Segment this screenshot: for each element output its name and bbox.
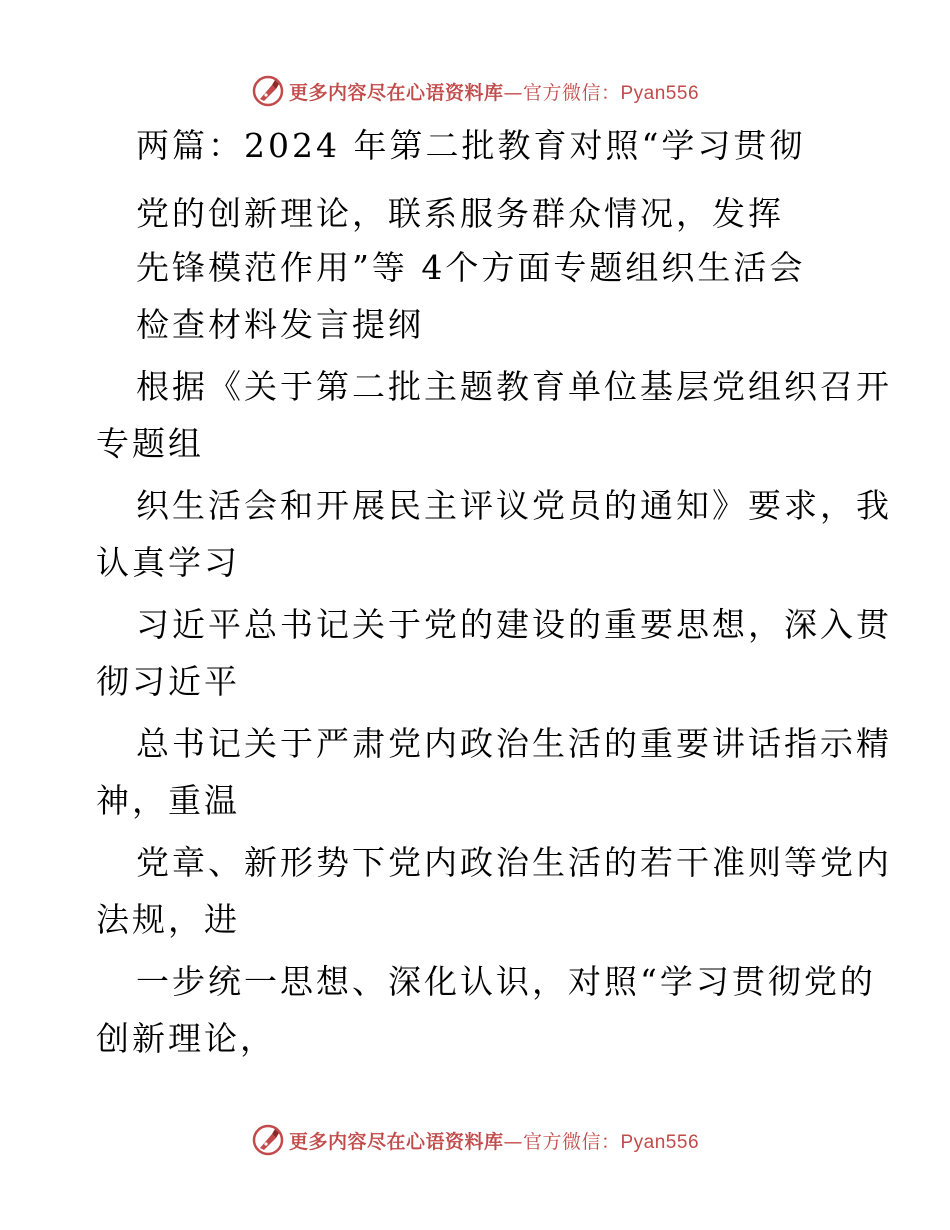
paragraph-line: 创新理论， [96,1019,276,1058]
title-line-1: 两篇：2024 年第二批教育对照“学习贯彻 [136,126,806,165]
paragraph [96,834,892,948]
document-body [96,123,892,1067]
paragraph-line: 认真学习 [96,543,240,582]
watermark-separator: — [503,1130,523,1153]
paragraph [96,715,892,829]
paragraph-line: 专题组 [96,424,204,463]
paragraph [96,596,892,710]
paragraph [96,477,892,591]
paragraph-line: 神，重温 [96,781,240,820]
watermark-separator: — [503,81,523,104]
pen-nib-logo-icon [251,74,285,108]
paragraph-line: 党章、新形势下党内政治生活的若干准则等党内 [136,843,892,882]
title-line-4: 检查材料发言提纲 [136,305,424,344]
paragraph-line: 总书记关于严肃党内政治生活的重要讲话指示精 [136,724,892,763]
watermark-official-label: 官方微信： [522,81,621,104]
pen-nib-logo-icon [251,1123,285,1157]
paragraph [96,358,892,472]
paragraph-line: 习近平总书记关于党的建设的重要思想，深入贯 [136,605,892,644]
watermark-main-text: 更多内容尽在心语资料库 [288,1130,504,1153]
footer-watermark [0,1120,950,1160]
paragraph-line: 根据《关于第二批主题教育单位基层党组织召开 [136,367,892,406]
watermark-wechat-id: Pyan556 [620,82,700,104]
title-line-2: 党的创新理论，联系服务群众情况，发挥 [136,194,784,233]
watermark-wechat-id: Pyan556 [620,1131,700,1153]
watermark-official-label: 官方微信： [522,1130,621,1153]
paragraph-line: 一步统一思想、深化认识，对照“学习贯彻党的 [136,962,876,1001]
paragraph [96,953,876,1067]
header-watermark [0,71,950,111]
watermark-main-text: 更多内容尽在心语资料库 [288,81,504,104]
paragraph-line: 法规，进 [96,900,240,939]
paragraph-line: 彻习近平 [96,662,240,701]
title-line-3: 先锋模范作用”等 4个方面专题组织生活会 [136,248,806,287]
paragraph-line: 织生活会和开展民主评议党员的通知》要求，我 [136,486,892,525]
